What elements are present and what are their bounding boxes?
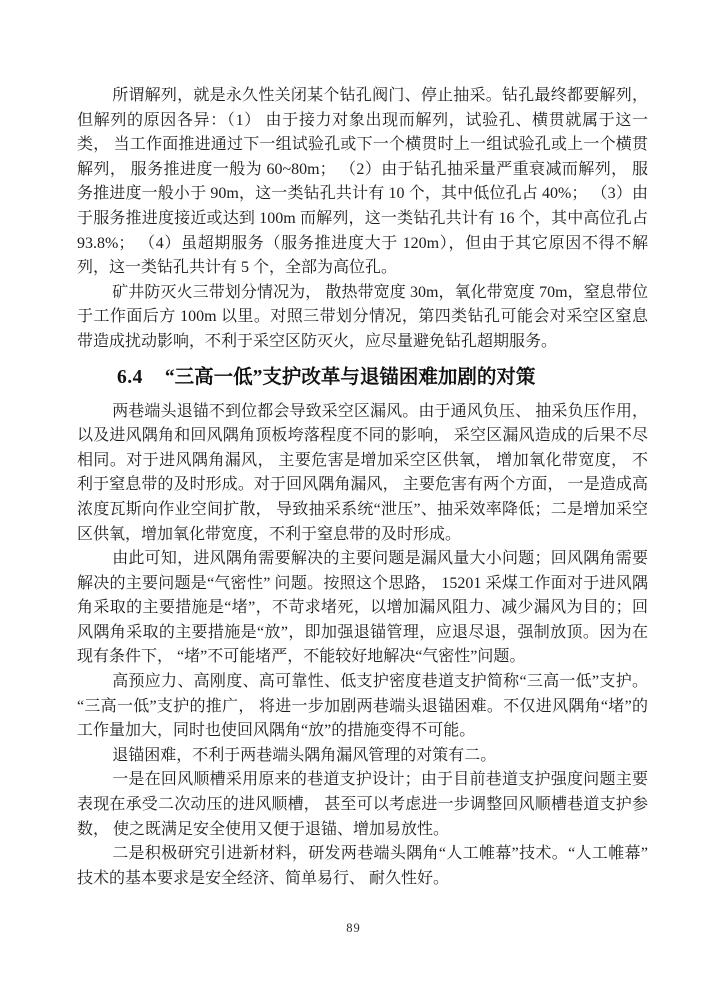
paragraph-three-high-one-low-support: 高预应力、高刚度、高可靠性、低支护密度巷道支护简称“三高一低”支护。 “三高一低”支护的推广， 将进一步加剧两巷端头退锚困难。不仅进风隅角“堵”的工作量加大，同时也使回风隅角“放”的措施变得不可能。 <box>77 673 648 740</box>
paragraph-fire-prevention-zones: 矿井防灭火三带划分情况为， 散热带宽度 30m，氧化带宽度 70m，窒息带位于工作面后方 100m 以里。对照三带划分情况，第四类钻孔可能会对采空区窒息带造成扰动影响，不利于采空区防灭火，应尽量避免钻孔超期服务。 <box>77 283 648 350</box>
page-footer <box>0 919 707 937</box>
section-number: 6.4 <box>117 366 143 388</box>
paragraph-block-and-release-measures: 由此可知，进风隅角需要解决的主要问题是漏风量大小问题；回风隅角需要解决的主要问题是“气密性” 问题。按照这个思路， 15201 采煤工作面对于进风隅角采取的主要措施是“堵”，不苛求堵死，以增加漏风阻力、减少漏风为目的；回风隅角采取的主要措施是“放”，即加强退锚管理，应退尽退，强制放顶。因为在现有条件下， “堵”不可能堵严，不能较好地解决“气密性”问题。 <box>77 550 648 666</box>
paragraph-borehole-delisting: 所谓解列，就是永久性关闭某个钻孔阀门、停止抽采。钻孔最终都要解列，但解列的原因各异：（1） 由于接力对象出现而解列，试验孔、横贯就属于这一类， 当工作面推进通过下一组试验孔或下一个横贯时上一组试验孔或上一个横贯解列， 服务推进度一般为 60~80m； （2）由于钻孔抽采量严重衰减而解列， 服务推进度一般小于 90m，这一类钻孔共计有 10 个，其中低位孔占 40%； （3）由于服务推进度接近或达到 100m 而解列，这一类钻孔共计有 16 个，其中高位孔占 93.8%； （4）虽超期服务（服务推进度大于 120m），但由于其它原因不得不解列，这一类钻孔共计有 5 个，全部为高位孔。 <box>77 87 648 277</box>
paragraph-air-leakage-hazards: 两巷端头退锚不到位都会导致采空区漏风。由于通风负压、 抽采负压作用， 以及进风隅角和回风隅角顶板垮落程度不同的影响， 采空区漏风造成的后果不尽相同。对于进风隅角漏风， 主要危害是增加采空区供氧， 增加氧化带宽度， 不利于窒息带的及时形成。对于回风隅角漏风， 主要危害有两个方面， 一是造成高浓度瓦斯向作业空间扩散， 导致抽采系统“泄压”、抽采效率降低；二是增加采空区供氧，增加氧化带宽度，不利于窒息带的及时形成。 <box>77 402 648 543</box>
page-content <box>77 84 648 891</box>
paragraph-countermeasure-two: 二是积极研究引进新材料，研发两巷端头隅角“人工帷幕”技术。“人工帷幕”技术的基本要求是安全经济、简单易行、 耐久性好。 <box>77 845 648 887</box>
section-title: “三高一低”支护改革与退锚困难加剧的对策 <box>164 366 536 388</box>
paragraph-countermeasure-one: 一是在回风顺槽采用原来的巷道支护设计；由于目前巷道支护强度问题主要表现在承受二次动压的进风顺槽， 甚至可以考虑进一步调整回风顺槽巷道支护参数， 使之既满足安全使用又便于退锚、增加易放性。 <box>77 771 648 838</box>
paragraph-two-countermeasures-intro: 退锚困难，不利于两巷端头隅角漏风管理的对策有二。 <box>112 746 497 764</box>
page-number: 89 <box>346 921 361 935</box>
section-heading <box>77 364 648 391</box>
